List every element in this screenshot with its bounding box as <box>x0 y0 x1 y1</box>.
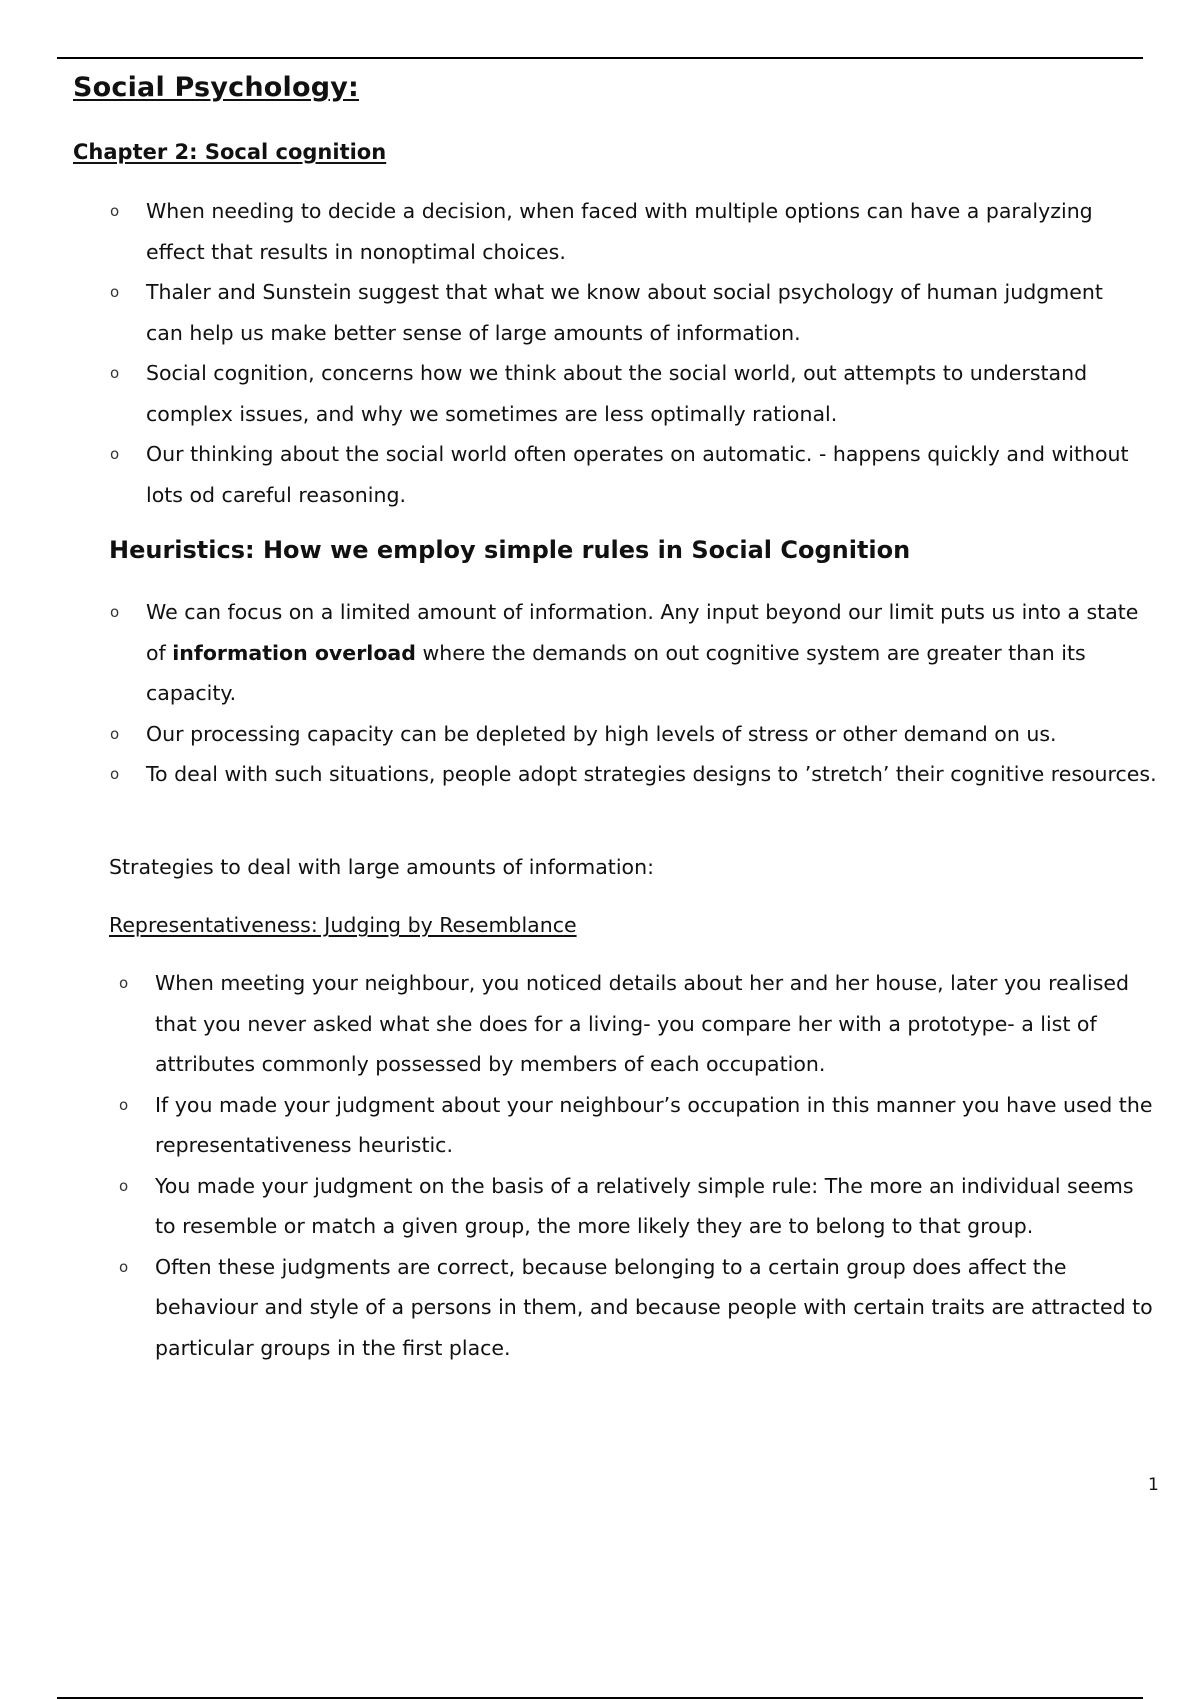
bullet-circle-icon: o <box>110 202 120 220</box>
bullet-circle-icon: o <box>110 445 120 463</box>
intro-bullet-list <box>110 191 1146 515</box>
list-item-text <box>146 600 1138 705</box>
list-item <box>110 592 1161 714</box>
bold-term-information-overload: information overload <box>172 640 416 665</box>
bullet-circle-icon: o <box>110 724 120 743</box>
list-item <box>110 434 1146 515</box>
heuristics-heading: Heuristics: How we employ simple rules in Social Cognition <box>109 536 911 564</box>
bullet-circle-icon: o <box>110 765 120 783</box>
text-run: We can focus on a limited amount of information. Any input beyond our limit puts us into a state of <box>146 600 1139 665</box>
list-item-text: Our processing capacity can be depleted by high levels of stress or other demand on us. <box>146 721 1057 746</box>
list-item <box>119 1247 1155 1369</box>
list-item <box>110 272 1146 353</box>
top-rule <box>57 57 1143 59</box>
list-item-text: Social cognition, concerns how we think about the social world, out attempts to understand complex issues, and why we sometimes are less optimally rational. <box>146 361 1088 426</box>
list-item <box>110 191 1146 272</box>
bullet-circle-icon: o <box>110 283 120 301</box>
list-item-text: Our thinking about the social world often operates on automatic. - happens quickly and without lots od careful reasoning. <box>146 442 1129 507</box>
list-item <box>110 353 1146 434</box>
list-item-text: To deal with such situations, people adopt strategies designs to ’stretch’ their cognitive resources. <box>146 762 1157 786</box>
bottom-rule <box>57 1697 1143 1699</box>
list-item <box>110 754 1161 795</box>
bullet-circle-icon: o <box>119 1257 129 1276</box>
list-item <box>119 963 1155 1085</box>
bullet-circle-icon: o <box>119 974 129 992</box>
representativeness-bullet-list <box>119 963 1155 1368</box>
bullet-circle-icon: o <box>110 364 120 382</box>
list-item <box>119 1166 1155 1247</box>
representativeness-heading: Representativeness: Judging by Resemblance <box>109 913 577 937</box>
list-item-text: You made your judgment on the basis of a relatively simple rule: The more an individual seems to resemble or match a given group, the more likely they are to belong to that group. <box>155 1173 1134 1238</box>
text-run: where the demands on out cognitive system are greater than its capacity. <box>146 640 1086 705</box>
list-item-text: When meeting your neighbour, you noticed details about her and her house, later you realised that you never asked what she does for a living- you compare her with a prototype- a list of attributes commonly possessed by members of each occupation. <box>155 971 1130 1076</box>
bullet-circle-icon: o <box>119 1095 129 1114</box>
list-item-text: Thaler and Sunstein suggest that what we know about social psychology of human judgment can help us make better sense of large amounts of information. <box>146 280 1103 345</box>
bullet-circle-icon: o <box>110 603 120 621</box>
document-title: Social Psychology: <box>73 72 360 103</box>
bullet-circle-icon: o <box>119 1176 129 1195</box>
list-item-text: If you made your judgment about your neighbour’s occupation in this manner you have used the representativeness heuristic. <box>155 1092 1153 1157</box>
list-item <box>119 1085 1155 1166</box>
list-item-text: When needing to decide a decision, when faced with multiple options can have a paralyzing effect that results in nonoptimal choices. <box>146 199 1093 264</box>
page-number: 1 <box>1148 1475 1159 1495</box>
heuristics-bullet-list <box>110 592 1161 795</box>
list-item <box>110 714 1161 755</box>
strategies-intro: Strategies to deal with large amounts of information: <box>109 855 654 879</box>
list-item-text: Often these judgments are correct, because belonging to a certain group does affect the behaviour and style of a persons in them, and because people with certain traits are attracted to particular groups in the first place. <box>155 1254 1153 1360</box>
chapter-title: Chapter 2: Socal cognition <box>73 140 387 164</box>
